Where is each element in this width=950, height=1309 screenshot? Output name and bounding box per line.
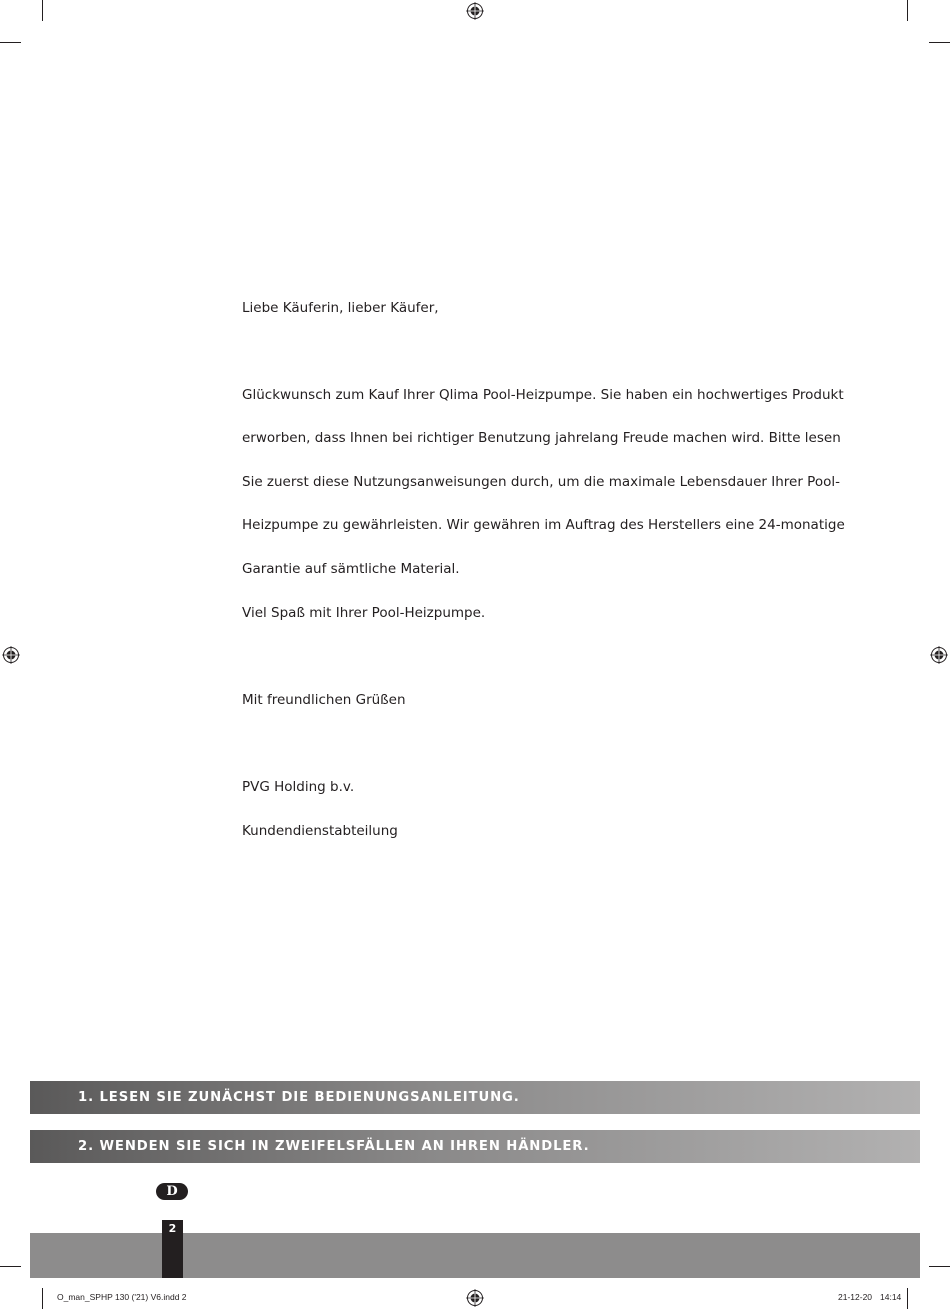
letter-paragraph-line: erworben, dass Ihnen bei richtiger Benutzung jahrelang Freude machen wird. Bitte lesen [242,430,841,446]
letter-regards: Mit freundlichen Grüßen [242,692,406,708]
slug-time: 14:14 [880,1292,902,1302]
letter-paragraph-line: Glückwunsch zum Kauf Ihrer Qlima Pool-Heizpumpe. Sie haben ein hochwertiges Produkt [242,387,844,403]
crop-mark-top-left-horizontal [0,42,21,43]
instruction-text: 1. LESEN SIE ZUNÄCHST DIE BEDIENUNGSANLEITUNG. [78,1090,520,1105]
crop-mark-top-right-vertical [907,0,908,21]
instruction-bar-read-manual [30,1081,920,1114]
registration-mark-icon [466,1289,484,1307]
registration-mark-icon [2,646,20,664]
letter-company: PVG Holding b.v. [242,779,355,795]
registration-mark-icon [930,646,948,664]
letter-paragraph-line: Sie zuerst diese Nutzungsanweisungen durch, um die maximale Lebensdauer Ihrer Pool- [242,474,840,490]
page-number: 2 [168,1222,177,1235]
letter-paragraph-line: Garantie auf sämtliche Material. [242,561,460,577]
page-number-tab [162,1220,183,1278]
crop-mark-top-left-vertical [42,0,43,21]
letter-paragraph-line: Heizpumpe zu gewährleisten. Wir gewähren im Auftrag des Herstellers eine 24-monatige [242,517,845,533]
registration-mark-icon [466,2,484,20]
letter-closing-wish: Viel Spaß mit Ihrer Pool-Heizpumpe. [242,605,486,621]
letter-department: Kundendienstabteilung [242,823,398,839]
instruction-text: 2. WENDEN SIE SICH IN ZWEIFELSFÄLLEN AN IHREN HÄNDLER. [78,1139,590,1154]
crop-mark-bottom-right-vertical [907,1288,908,1309]
letter-salutation: Liebe Käuferin, lieber Käufer, [242,300,439,316]
crop-mark-bottom-right-horizontal [929,1266,950,1267]
slug-file-name: O_man_SPHP 130 ('21) V6.indd 2 [57,1292,187,1302]
crop-mark-bottom-left-vertical [42,1288,43,1309]
slug-date: 21-12-20 [838,1292,873,1302]
crop-mark-top-right-horizontal [929,42,950,43]
crop-mark-bottom-left-horizontal [0,1266,21,1267]
language-badge: D [156,1183,188,1200]
instruction-bar-contact-dealer [30,1130,920,1163]
